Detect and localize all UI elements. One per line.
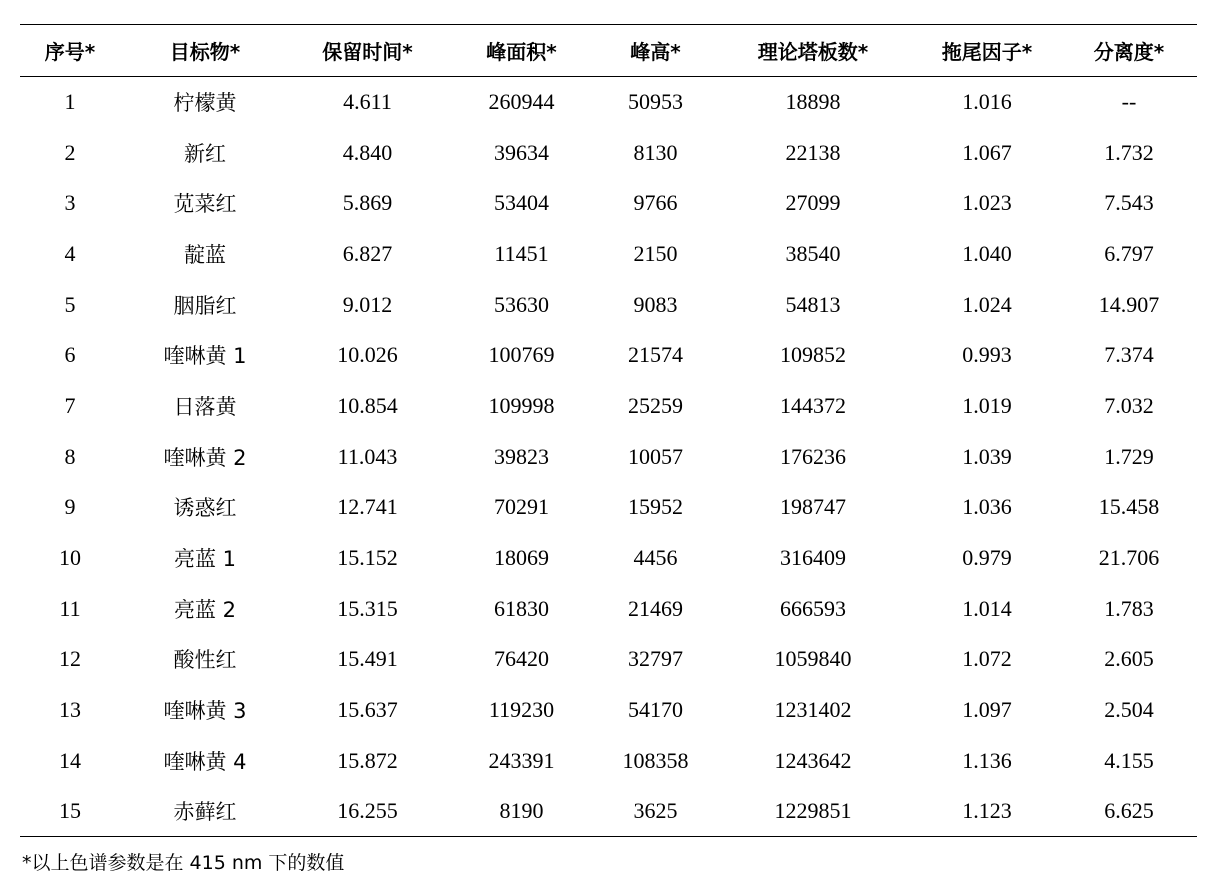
table-cell: 6.797 — [1104, 240, 1154, 266]
table-cell: 9.012 — [342, 291, 393, 317]
table-cell: 10.854 — [337, 392, 398, 418]
table-cell: 198747 — [780, 494, 846, 520]
table-row — [20, 127, 1197, 178]
table-cell: 53630 — [494, 291, 549, 317]
table-cell: 10 — [59, 545, 81, 571]
table-cell: 喹啉黄 3 — [163, 699, 247, 724]
table-cell: 119230 — [488, 697, 555, 723]
table-cell: 144372 — [780, 392, 846, 418]
table-cell: 13 — [59, 697, 81, 723]
table-cell: 1059840 — [774, 646, 852, 672]
table-cell: 11 — [59, 595, 81, 621]
table-cell: 100769 — [488, 342, 555, 368]
header-cell: 理论塔板数* — [757, 40, 869, 64]
table-cell: 9766 — [633, 190, 678, 216]
table-cell: 2150 — [633, 240, 678, 266]
table-cell: 15.872 — [337, 747, 398, 773]
table-cell: 53404 — [494, 190, 549, 216]
table-cell: 6 — [64, 342, 76, 368]
table-cell: 4456 — [633, 545, 678, 571]
table-cell: -- — [1121, 89, 1137, 115]
table-row — [20, 685, 1197, 736]
table-cell: 3625 — [633, 798, 678, 824]
table-cell: 32797 — [628, 646, 683, 672]
table-row — [20, 77, 1197, 128]
table-cell: 1.136 — [962, 747, 1012, 773]
table-cell: 喹啉黄 4 — [163, 749, 247, 774]
table-cell: 靛蓝 — [184, 242, 226, 267]
table-row — [20, 634, 1197, 685]
table-row — [20, 786, 1197, 837]
table-footnote: *以上色谱参数是在 415 nm 下的数值 — [22, 852, 345, 874]
table-cell: 1231402 — [774, 697, 852, 723]
table-cell: 10057 — [628, 443, 683, 469]
table-cell: 16.255 — [337, 798, 398, 824]
table-row — [20, 482, 1197, 533]
table-cell: 苋菜红 — [173, 192, 237, 217]
table-cell: 8 — [64, 443, 76, 469]
table-cell: 1.024 — [962, 291, 1012, 317]
table-cell: 15.315 — [337, 595, 398, 621]
table-cell: 1.072 — [962, 646, 1012, 672]
table-cell: 7.032 — [1104, 392, 1154, 418]
table-cell: 12.741 — [337, 494, 398, 520]
table-cell: 15.458 — [1098, 494, 1160, 520]
table-cell: 8130 — [633, 139, 678, 165]
table-row — [20, 229, 1197, 280]
table-cell: 14 — [59, 747, 81, 773]
table-cell: 1.039 — [962, 443, 1012, 469]
table-row — [20, 533, 1197, 584]
table-cell: 11.043 — [337, 443, 398, 469]
table-cell: 9083 — [633, 291, 678, 317]
table-cell: 2.504 — [1104, 697, 1154, 723]
table-cell: 109998 — [488, 392, 555, 418]
table-cell: 14.907 — [1098, 291, 1160, 317]
table-cell: 54170 — [628, 697, 683, 723]
table-cell: 15 — [59, 798, 81, 824]
table-row — [20, 431, 1197, 482]
table-cell: 61830 — [494, 595, 549, 621]
table-cell: 9 — [64, 494, 76, 520]
table-cell: 15.491 — [337, 646, 398, 672]
table-cell: 18898 — [785, 89, 841, 115]
table-cell: 新红 — [184, 141, 226, 166]
table-cell: 25259 — [628, 392, 683, 418]
table-cell: 8190 — [499, 798, 544, 824]
table-cell: 1.783 — [1104, 595, 1154, 621]
table-cell: 4.611 — [343, 89, 392, 115]
table-cell: 54813 — [785, 291, 841, 317]
table-cell: 21469 — [628, 595, 683, 621]
table-cell: 1.097 — [962, 697, 1012, 723]
table-cell: 176236 — [780, 443, 846, 469]
table-cell: 27099 — [785, 190, 841, 216]
table-cell: 4.155 — [1104, 747, 1154, 773]
table-cell: 18069 — [494, 545, 549, 571]
table-cell: 1.019 — [962, 392, 1012, 418]
table-cell: 1.036 — [962, 494, 1012, 520]
table-cell: 7.543 — [1104, 190, 1154, 216]
table-cell: 6.625 — [1104, 798, 1154, 824]
table-cell: 15.637 — [337, 697, 398, 723]
table-cell: 260944 — [488, 89, 555, 115]
table-cell: 0.979 — [962, 545, 1012, 571]
table-cell: 亮蓝 2 — [173, 597, 237, 622]
table-cell: 日落黄 — [173, 394, 237, 419]
table-cell: 50953 — [628, 89, 683, 115]
table-cell: 1.729 — [1104, 443, 1154, 469]
table-cell: 喹啉黄 1 — [163, 344, 247, 369]
table-cell: 21.706 — [1098, 545, 1160, 571]
table-cell: 1 — [64, 89, 76, 115]
table-cell: 15952 — [628, 494, 683, 520]
table-cell: 酸性红 — [173, 648, 237, 673]
table-cell: 5 — [64, 291, 76, 317]
table-cell: 赤藓红 — [173, 800, 237, 825]
table-cell: 1.040 — [962, 240, 1012, 266]
table-cell: 1229851 — [774, 798, 852, 824]
table-cell: 4 — [64, 240, 76, 266]
table-row — [20, 735, 1197, 786]
header-cell: 峰面积* — [486, 40, 557, 64]
table-cell: 胭脂红 — [173, 293, 237, 318]
table-cell: 108358 — [622, 747, 689, 773]
table-cell: 11451 — [494, 240, 549, 266]
table-cell: 3 — [64, 190, 76, 216]
header-cell: 拖尾因子* — [941, 40, 1033, 64]
table-cell: 39634 — [494, 139, 549, 165]
table-cell: 1.023 — [962, 190, 1012, 216]
table-row — [20, 330, 1197, 381]
table-cell: 1.014 — [962, 595, 1012, 621]
table-cell: 1.123 — [962, 798, 1012, 824]
table-cell: 2 — [64, 139, 76, 165]
document-body — [20, 24, 1197, 837]
table-cell: 1.016 — [962, 89, 1012, 115]
header-cell: 峰高* — [630, 40, 681, 64]
table-cell: 10.026 — [337, 342, 398, 368]
header-cell: 分离度* — [1093, 40, 1165, 64]
table-cell: 柠檬黄 — [173, 91, 237, 116]
table-cell: 5.869 — [342, 190, 393, 216]
table-cell: 666593 — [780, 595, 846, 621]
table-cell: 7 — [64, 392, 76, 418]
table-cell: 喹啉黄 2 — [163, 445, 247, 470]
table-body — [20, 77, 1197, 837]
table-cell: 21574 — [628, 342, 683, 368]
table-cell: 4.840 — [342, 139, 393, 165]
table-cell: 诱惑红 — [173, 496, 237, 521]
table-row — [20, 583, 1197, 634]
table-cell: 39823 — [494, 443, 549, 469]
table-cell: 243391 — [488, 747, 555, 773]
table-cell: 12 — [59, 646, 81, 672]
header-cell: 目标物* — [169, 40, 241, 64]
table-cell: 38540 — [785, 240, 841, 266]
table-cell: 7.374 — [1104, 342, 1154, 368]
table-row — [20, 381, 1197, 432]
table-cell: 1.732 — [1104, 139, 1154, 165]
table-row — [20, 178, 1197, 229]
chromatography-table — [20, 24, 1197, 837]
table-header-row — [20, 25, 1197, 77]
table-cell: 6.827 — [342, 240, 393, 266]
header-cell: 序号* — [44, 40, 96, 64]
table-cell: 76420 — [494, 646, 549, 672]
table-row — [20, 279, 1197, 330]
table-cell: 316409 — [780, 545, 846, 571]
table-cell: 22138 — [785, 139, 841, 165]
header-cell: 保留时间* — [322, 40, 413, 64]
table-cell: 70291 — [494, 494, 549, 520]
table-cell: 亮蓝 1 — [173, 547, 237, 572]
table-cell: 109852 — [780, 342, 846, 368]
table-cell: 0.993 — [962, 342, 1012, 368]
table-cell: 1243642 — [774, 747, 852, 773]
table-cell: 1.067 — [962, 139, 1012, 165]
table-cell: 2.605 — [1104, 646, 1154, 672]
table-cell: 15.152 — [337, 545, 398, 571]
